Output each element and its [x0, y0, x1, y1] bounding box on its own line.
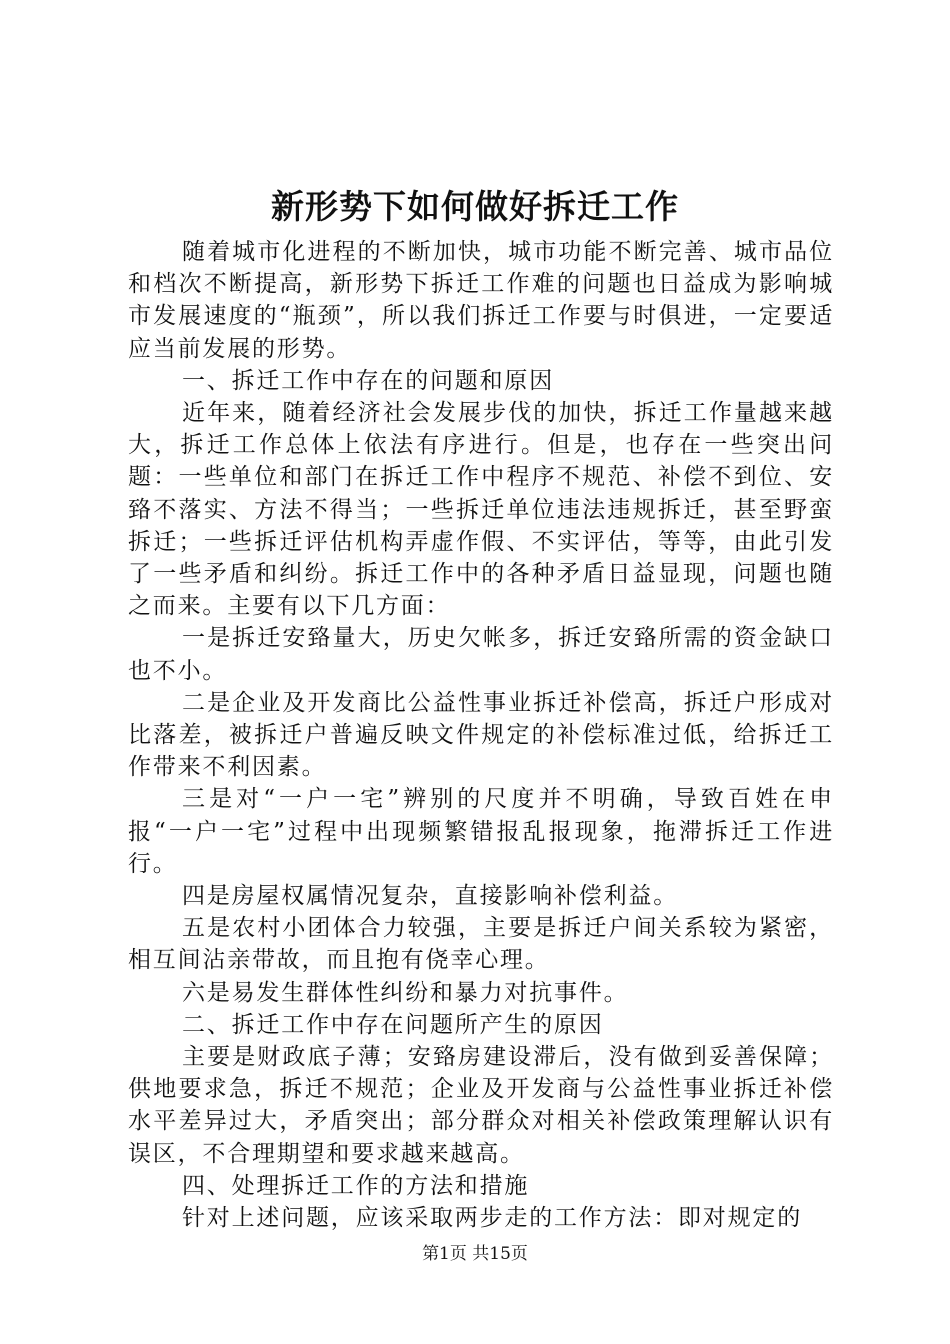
list-item-2: 二是企业及开发商比公益性事业拆迁补偿高，拆迁户形成对比落差，被拆迁户普遍反映文件规定的补偿标准过低，给拆迁工作带来不利因素。 [128, 689, 834, 781]
section-heading-1: 一、拆迁工作中存在的问题和原因 [182, 367, 554, 394]
list-item-6: 六是易发生群体性纠纷和暴力对抗事件。 [182, 979, 629, 1006]
document-body [128, 236, 834, 1234]
list-item-1: 一是拆迁安臵量大，历史欠帐多，拆迁安臵所需的资金缺口也不小。 [128, 625, 834, 684]
paragraph-problems: 近年来，随着经济社会发展步伐的加快，拆迁工作量越来越大，拆迁工作总体上依法有序进行。但是，也存在一些突出问题：一些单位和部门在拆迁工作中程序不规范、补偿不到位、安臵不落实、方法不得当；一些拆迁单位违法违规拆迁，甚至野蛮拆迁；一些拆迁评估机构弄虚作假、不实评估，等等，由此引发了一些矛盾和纠纷。拆迁工作中的各种矛盾日益显现，问题也随之而来。主要有以下几方面： [128, 400, 834, 620]
document-title: 新形势下如何做好拆迁工作 [271, 187, 679, 226]
section-heading-4: 四、处理拆迁工作的方法和措施 [182, 1172, 530, 1199]
page-footer: 第1页 共15页 [422, 1244, 528, 1264]
paragraph-intro: 随着城市化进程的不断加快，城市功能不断完善、城市品位和档次不断提高，新形势下拆迁工作难的问题也日益成为影响城市发展速度的“瓶颈”，所以我们拆迁工作要与时俱进，一定要适应当前发展的形势。 [128, 239, 834, 362]
paragraph-causes: 主要是财政底子薄；安臵房建设滞后，没有做到妥善保障；供地要求急，拆迁不规范；企业及开发商与公益性事业拆迁补偿水平差异过大，矛盾突出；部分群众对相关补偿政策理解认识有误区，不合理期望和要求越来越高。 [128, 1044, 834, 1167]
list-item-3: 三是对“一户一宅”辨别的尺度并不明确，导致百姓在申报“一户一宅”过程中出现频繁错报乱报现象，拖滞拆迁工作进行。 [128, 786, 834, 877]
paragraph-methods: 针对上述问题，应该采取两步走的工作方法：即对规定的 [182, 1205, 802, 1232]
list-item-4: 四是房屋权属情况复杂，直接影响补偿利益。 [182, 883, 678, 910]
section-heading-2: 二、拆迁工作中存在问题所产生的原因 [182, 1011, 604, 1038]
list-item-5: 五是农村小团体合力较强，主要是拆迁户间关系较为紧密，相互间沾亲带故，而且抱有侥幸心理。 [128, 915, 834, 974]
